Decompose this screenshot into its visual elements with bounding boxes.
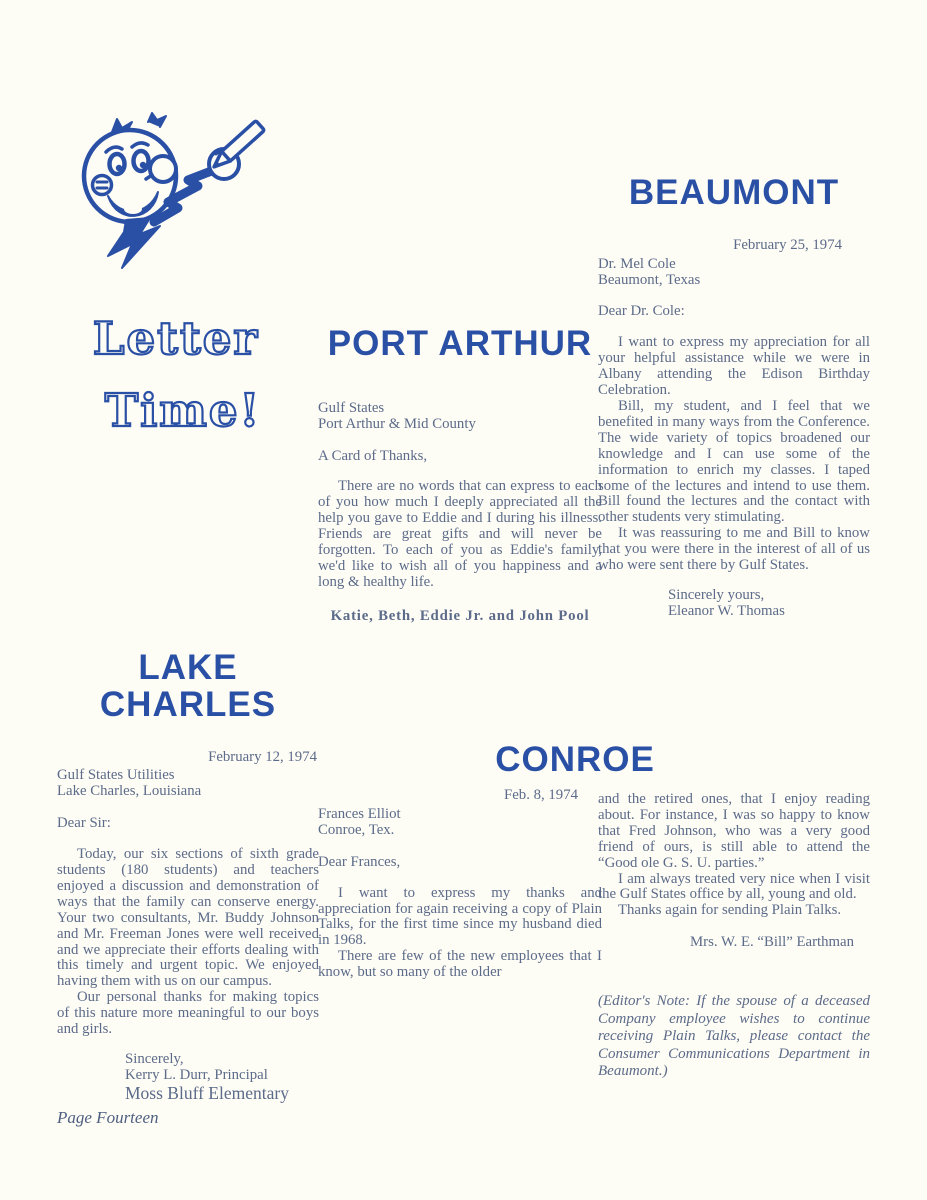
letter-paragraph: Our personal thanks for making topics of this nature more meaningful to our boys and girls. (57, 989, 319, 1038)
letter-lake-charles (57, 650, 319, 1103)
letter-address-line: Gulf States (318, 399, 385, 416)
letter-conroe-heading-wrap (460, 742, 690, 779)
letter-paragraph: Thanks again for sending Plain Talks. (618, 902, 842, 919)
letter-paragraph: I am always treated very nice when I visit the Gulf States office by all, young and old. (598, 870, 870, 903)
letter-address-line: Frances Elliot (318, 805, 401, 822)
masthead (66, 112, 286, 447)
letter-paragraph: I want to express my thanks and appreciation for again receiving a copy of Plain Talks, for the first time since my husband died in 1968. (318, 884, 602, 949)
letter-beaumont-heading: BEAUMONT (628, 173, 840, 212)
letter-paragraph: Today, our six sections of sixth grade students (180 students) and teachers enjoyed a discussion and demonstration of ways that the family can conserve energy. Your two consultants, Mr. Buddy Johnson and Mr. Freeman Jones were well received and we appreciate their efforts dealing with this timely and urgent topic. We enjoyed having them with us on our campus. (57, 846, 319, 990)
reddy-kilowatt-writing-icon (66, 112, 286, 292)
letter-closing: Sincerely yours, (668, 586, 765, 603)
masthead-title (66, 303, 286, 447)
letter-lake-charles-heading: LAKE CHARLES (99, 648, 277, 724)
letter-address-line: Dr. Mel Cole (598, 255, 676, 272)
letter-address-line: Lake Charles, Louisiana (57, 783, 202, 800)
letter-signature: Kerry L. Durr, Principal (125, 1066, 268, 1083)
letter-signature-org: Moss Bluff Elementary (125, 1082, 289, 1103)
letter-signature: Eleanor W. Thomas (668, 602, 785, 619)
letter-closing: Sincerely, (125, 1051, 184, 1067)
letter-port-arthur-heading: PORT ARTHUR (327, 324, 593, 363)
masthead-title-line1: Letter (92, 311, 260, 365)
letter-salutation: Dear Sir: (57, 815, 111, 832)
masthead-title-line2: Time! (104, 383, 262, 437)
letter-port-arthur (318, 326, 602, 625)
letter-beaumont (598, 175, 870, 620)
letter-paragraph: It was reassuring to me and Bill to know that you were there in the interest of all of us who were sent there by Gulf States. (598, 525, 870, 574)
letter-signature: Katie, Beth, Eddie Jr. and John Pool (330, 607, 590, 624)
letter-address-line: Gulf States Utilities (57, 767, 175, 784)
letter-address-line: Beaumont, Texas (598, 271, 701, 288)
letter-conroe-col2 (598, 792, 870, 1081)
letter-salutation: Dear Dr. Cole: (598, 303, 685, 320)
letter-date: Feb. 8, 1974 (504, 787, 578, 803)
letter-paragraph: I want to express my appreciation for all your helpful assistance while we were in Albany attending the Edison Birthday Celebration. (598, 334, 870, 399)
letter-conroe-heading: CONROE (495, 740, 655, 779)
letter-paragraph: and the retired ones, that I enjoy reading about. For instance, I was so happy to know that Fred Johnson, who was a very good friend of ours, is still able to attend the “Good ole G. S. U. parties.” (598, 791, 870, 871)
letter-address-line: Conroe, Tex. (318, 821, 395, 838)
letter-paragraph: There are few of the new employees that I know, but so many of the older (318, 948, 602, 981)
letter-paragraph: Bill, my student, and I feel that we benefited in many ways from the Conference. The wide variety of topics broadened our knowledge and I can use some of the information to enrich my classes. I taped some of the lectures and intend to use them. Bill found the lectures and the contact with other students very stimulating. (598, 398, 870, 526)
letter-date: February 12, 1974 (208, 748, 317, 765)
letter-paragraph: There are no words that can express to each of you how much I deeply appreciated all the help you gave to Eddie and I during his illness. Friends are great gifts and will never be forgotten. To each of you as Eddie's family, we'd like to wish all of you happiness and a long & healthy life. (318, 478, 602, 590)
letter-salutation: Dear Frances, (318, 853, 401, 870)
letter-salutation: A Card of Thanks, (318, 447, 428, 464)
letter-date: February 25, 1974 (733, 236, 842, 253)
letter-address-line: Port Arthur & Mid County (318, 415, 476, 432)
letter-conroe-col1 (318, 788, 602, 981)
letter-signature: Mrs. W. E. “Bill” Earthman (690, 934, 854, 951)
editors-note: (Editor's Note: If the spouse of a deceased Company employee wishes to continue receiving Plain Talks, please contact the Consumer Communications Department in Beaumont.) (598, 993, 870, 1080)
page-number-label: Page Fourteen (57, 1108, 159, 1127)
